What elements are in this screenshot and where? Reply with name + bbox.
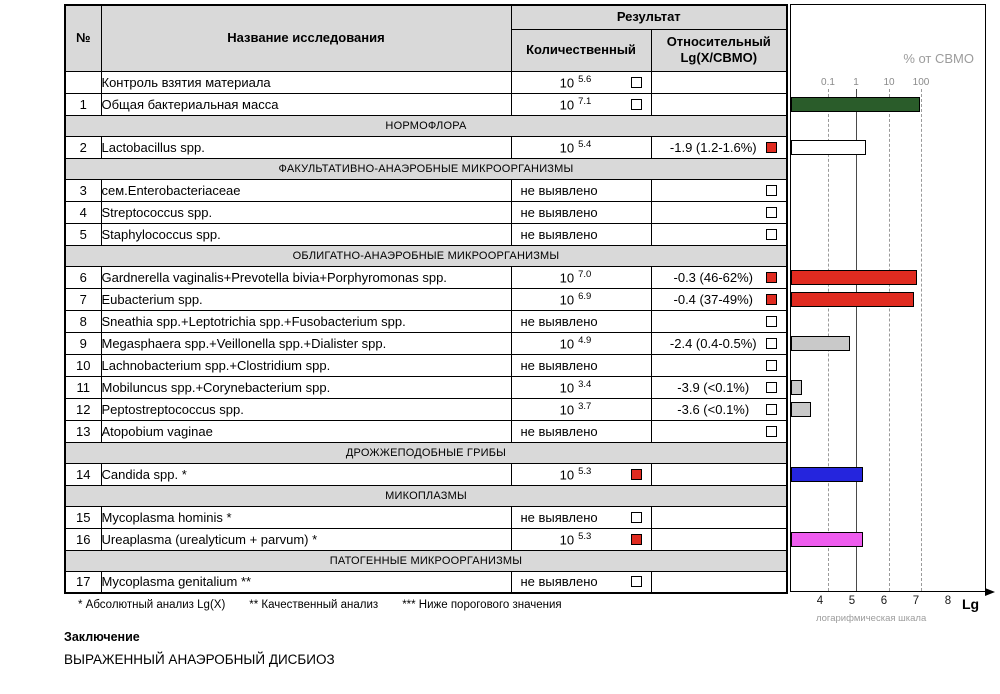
quantitative-value (560, 269, 592, 285)
quantitative-value (560, 74, 592, 90)
cell-quantitative (511, 93, 651, 115)
value-exponent: 6.9 (578, 290, 592, 302)
cell-quantitative (511, 571, 651, 593)
bottom-axis-tick: 6 (880, 595, 888, 607)
bar-ureaplasma (791, 532, 863, 547)
section-header: МИКОПЛАЗМЫ (65, 485, 787, 506)
row-number: 2 (65, 136, 101, 158)
row-number: 13 (65, 420, 101, 442)
quantitative-value (560, 379, 592, 395)
conclusion-heading: Заключение (64, 630, 140, 644)
col-header-relative (651, 29, 787, 71)
top-axis-tick: 1 (853, 77, 859, 88)
value-exponent: 7.1 (578, 95, 592, 107)
bar-total-bacterial-mass (791, 97, 920, 112)
value-base: 10 (559, 380, 575, 396)
cell-relative (651, 506, 787, 528)
quantitative-value (560, 291, 592, 307)
value-exponent: 4.9 (578, 334, 592, 346)
result-checkbox (631, 469, 642, 480)
quantitative-value (612, 226, 616, 242)
quantitative-value (612, 509, 616, 525)
value-exponent: 7.0 (578, 268, 592, 280)
table-row (65, 310, 787, 332)
result-checkbox (766, 316, 777, 327)
value-base: 10 (559, 336, 575, 352)
table-row (65, 201, 787, 223)
quantitative-value (560, 96, 592, 112)
result-checkbox (766, 404, 777, 415)
top-axis-tick: 100 (912, 77, 930, 88)
row-number: 3 (65, 179, 101, 201)
table-row (65, 528, 787, 550)
relative-value: -1.9 (1.2-1.6%) (669, 139, 757, 155)
cell-quantitative (511, 201, 651, 223)
result-checkbox (766, 272, 777, 283)
quantitative-value (612, 574, 616, 590)
header-row-top (65, 5, 787, 29)
table-row (65, 420, 787, 442)
quantitative-text: не выявлено (520, 574, 598, 590)
section-row (65, 442, 787, 463)
value-base: 10 (559, 292, 575, 308)
table-row (65, 376, 787, 398)
col-header-result: Результат (511, 5, 787, 29)
cell-quantitative (511, 136, 651, 158)
value-exponent: 3.4 (578, 378, 592, 390)
table-row (65, 288, 787, 310)
table-row (65, 571, 787, 593)
row-number: 16 (65, 528, 101, 550)
section-row (65, 550, 787, 571)
bar-eubacterium (791, 292, 914, 307)
gridline-1pct (856, 89, 857, 591)
cell-quantitative (511, 266, 651, 288)
value-base: 10 (559, 467, 575, 483)
row-number: 6 (65, 266, 101, 288)
section-header: НОРМОФЛОРА (65, 115, 787, 136)
result-checkbox (766, 229, 777, 240)
cell-quantitative (511, 310, 651, 332)
quantitative-text: не выявлено (520, 509, 598, 525)
quantitative-text: не выявлено (520, 204, 598, 220)
row-number (65, 71, 101, 93)
lg-axis-label: Lg (962, 596, 980, 612)
test-name: Контроль взятия материала (101, 71, 511, 93)
section-row (65, 485, 787, 506)
quantitative-text: не выявлено (520, 313, 598, 329)
table-row (65, 93, 787, 115)
row-number: 9 (65, 332, 101, 354)
cell-relative (651, 310, 787, 332)
cell-quantitative (511, 71, 651, 93)
conclusion-text: ВЫРАЖЕННЫЙ АНАЭРОБНЫЙ ДИСБИОЗ (64, 652, 335, 667)
test-name: Lachnobacterium spp.+Clostridium spp. (101, 354, 511, 376)
cell-relative (651, 136, 787, 158)
section-row (65, 115, 787, 136)
top-axis-tick: 10 (883, 77, 895, 88)
relative-value: -3.9 (<0.1%) (677, 379, 750, 395)
cell-relative (651, 223, 787, 245)
section-row (65, 158, 787, 179)
section-row (65, 245, 787, 266)
table-row (65, 136, 787, 158)
cell-quantitative (511, 332, 651, 354)
result-checkbox (631, 99, 642, 110)
bottom-axis-tick: 7 (912, 595, 920, 607)
relative-value: -0.4 (37-49%) (673, 291, 753, 307)
section-header: ФАКУЛЬТАТИВНО-АНАЭРОБНЫЕ МИКРООРГАНИЗМЫ (65, 158, 787, 179)
col-header-num: № (65, 5, 101, 71)
footnote-qualitative: ** Качественный анализ (249, 599, 379, 611)
cell-relative (651, 376, 787, 398)
bottom-axis-tick: 8 (944, 595, 952, 607)
bar-candida (791, 467, 863, 482)
relative-value: -2.4 (0.4-0.5%) (669, 335, 757, 351)
cell-relative (651, 332, 787, 354)
bar-mobiluncus (791, 380, 802, 395)
row-number: 4 (65, 201, 101, 223)
quantitative-value (560, 466, 592, 482)
quantitative-text: не выявлено (520, 423, 598, 439)
relative-value: -3.6 (<0.1%) (677, 401, 750, 417)
value-exponent: 5.6 (578, 73, 592, 85)
bottom-axis-tick: 5 (848, 595, 856, 607)
test-name: Megasphaera spp.+Veillonella spp.+Dialister spp. (101, 332, 511, 354)
log-scale-caption: логарифмическая шкала (816, 613, 927, 624)
quantitative-value (560, 401, 592, 417)
test-name: Staphylococcus spp. (101, 223, 511, 245)
results-table (64, 4, 788, 594)
footnote-threshold: *** Ниже порогового значения (402, 599, 562, 611)
row-number: 7 (65, 288, 101, 310)
value-exponent: 3.7 (578, 400, 592, 412)
cell-quantitative (511, 463, 651, 485)
footnote-absolute: * Абсолютный анализ Lg(X) (78, 599, 226, 611)
cell-relative (651, 571, 787, 593)
table-row (65, 506, 787, 528)
cell-relative (651, 398, 787, 420)
result-checkbox (766, 382, 777, 393)
cell-relative (651, 71, 787, 93)
value-base: 10 (559, 140, 575, 156)
cell-relative (651, 179, 787, 201)
table-row (65, 71, 787, 93)
quantitative-value (612, 423, 616, 439)
result-checkbox (766, 294, 777, 305)
value-exponent: 5.3 (578, 530, 592, 542)
table-row (65, 223, 787, 245)
quantitative-text: не выявлено (520, 357, 598, 373)
cell-quantitative (511, 376, 651, 398)
result-checkbox (631, 77, 642, 88)
bar-peptostreptococcus (791, 402, 811, 417)
test-name: Peptostreptococcus spp. (101, 398, 511, 420)
result-checkbox (766, 207, 777, 218)
test-name: Mycoplasma hominis * (101, 506, 511, 528)
test-name: Eubacterium spp. (101, 288, 511, 310)
row-number: 14 (65, 463, 101, 485)
quantitative-value (612, 182, 616, 198)
relative-header-line1: Относительный (666, 33, 771, 49)
value-exponent: 5.3 (578, 465, 592, 477)
test-name: сем.Enterobacteriaceae (101, 179, 511, 201)
quantitative-text: не выявлено (520, 226, 598, 242)
test-name: Candida spp. * (101, 463, 511, 485)
col-header-name: Название исследования (101, 5, 511, 71)
table-row (65, 398, 787, 420)
test-name: Streptococcus spp. (101, 201, 511, 223)
value-exponent: 5.4 (578, 138, 592, 150)
test-name: Sneathia spp.+Leptotrichia spp.+Fusobacterium spp. (101, 310, 511, 332)
quantitative-text: не выявлено (520, 182, 598, 198)
cell-quantitative (511, 506, 651, 528)
cell-quantitative (511, 528, 651, 550)
value-base: 10 (559, 97, 575, 113)
result-checkbox (766, 142, 777, 153)
table-row (65, 463, 787, 485)
quantitative-value (560, 531, 592, 547)
quantitative-value (612, 204, 616, 220)
value-base: 10 (559, 402, 575, 418)
cell-relative (651, 201, 787, 223)
chart-title: % от СВМО (903, 51, 974, 66)
value-base: 10 (559, 532, 575, 548)
bar-gardnerella (791, 270, 917, 285)
test-name: Lactobacillus spp. (101, 136, 511, 158)
gridline-10pct (889, 89, 890, 591)
row-number: 8 (65, 310, 101, 332)
cell-relative (651, 354, 787, 376)
row-number: 12 (65, 398, 101, 420)
row-number: 17 (65, 571, 101, 593)
bar-lactobacillus (791, 140, 866, 155)
table-row (65, 266, 787, 288)
test-name: Mobiluncus spp.+Corynebacterium spp. (101, 376, 511, 398)
test-name: Gardnerella vaginalis+Prevotella bivia+Porphyromonas spp. (101, 266, 511, 288)
cell-quantitative (511, 223, 651, 245)
cell-relative (651, 420, 787, 442)
cell-quantitative (511, 179, 651, 201)
test-name: Mycoplasma genitalium ** (101, 571, 511, 593)
section-header: ПАТОГЕННЫЕ МИКРООРГАНИЗМЫ (65, 550, 787, 571)
table-row (65, 179, 787, 201)
chart-panel (790, 4, 986, 592)
row-number: 1 (65, 93, 101, 115)
col-header-quantitative: Количественный (511, 29, 651, 71)
footnotes (78, 599, 586, 611)
value-base: 10 (559, 270, 575, 286)
result-checkbox (631, 512, 642, 523)
value-base: 10 (559, 75, 575, 91)
section-header: ДРОЖЖЕПОДОБНЫЕ ГРИБЫ (65, 442, 787, 463)
result-checkbox (631, 534, 642, 545)
result-checkbox (766, 185, 777, 196)
relative-header-line2: Lg(X/СВМО) (680, 50, 758, 65)
row-number: 11 (65, 376, 101, 398)
result-checkbox (766, 360, 777, 371)
cell-quantitative (511, 354, 651, 376)
table-row (65, 354, 787, 376)
relative-value: -0.3 (46-62%) (673, 269, 753, 285)
row-number: 10 (65, 354, 101, 376)
cell-relative (651, 93, 787, 115)
cell-quantitative (511, 398, 651, 420)
bottom-axis-tick: 4 (816, 595, 824, 607)
result-checkbox (631, 576, 642, 587)
cell-relative (651, 463, 787, 485)
cell-relative (651, 266, 787, 288)
chart-bottom-axis (790, 595, 1000, 637)
section-header: ОБЛИГАТНО-АНАЭРОБНЫЕ МИКРООРГАНИЗМЫ (65, 245, 787, 266)
cell-quantitative (511, 288, 651, 310)
quantitative-value (560, 335, 592, 351)
quantitative-value (612, 357, 616, 373)
top-axis-tick: 0.1 (821, 77, 835, 88)
test-name: Общая бактериальная масса (101, 93, 511, 115)
row-number: 5 (65, 223, 101, 245)
result-checkbox (766, 426, 777, 437)
bar-megasphaera (791, 336, 850, 351)
cell-relative (651, 288, 787, 310)
quantitative-value (612, 313, 616, 329)
test-name: Ureaplasma (urealyticum + parvum) * (101, 528, 511, 550)
test-name: Atopobium vaginae (101, 420, 511, 442)
cell-relative (651, 528, 787, 550)
row-number: 15 (65, 506, 101, 528)
gridline-100pct (921, 89, 922, 591)
quantitative-value (560, 139, 592, 155)
result-checkbox (766, 338, 777, 349)
cell-quantitative (511, 420, 651, 442)
table-row (65, 332, 787, 354)
